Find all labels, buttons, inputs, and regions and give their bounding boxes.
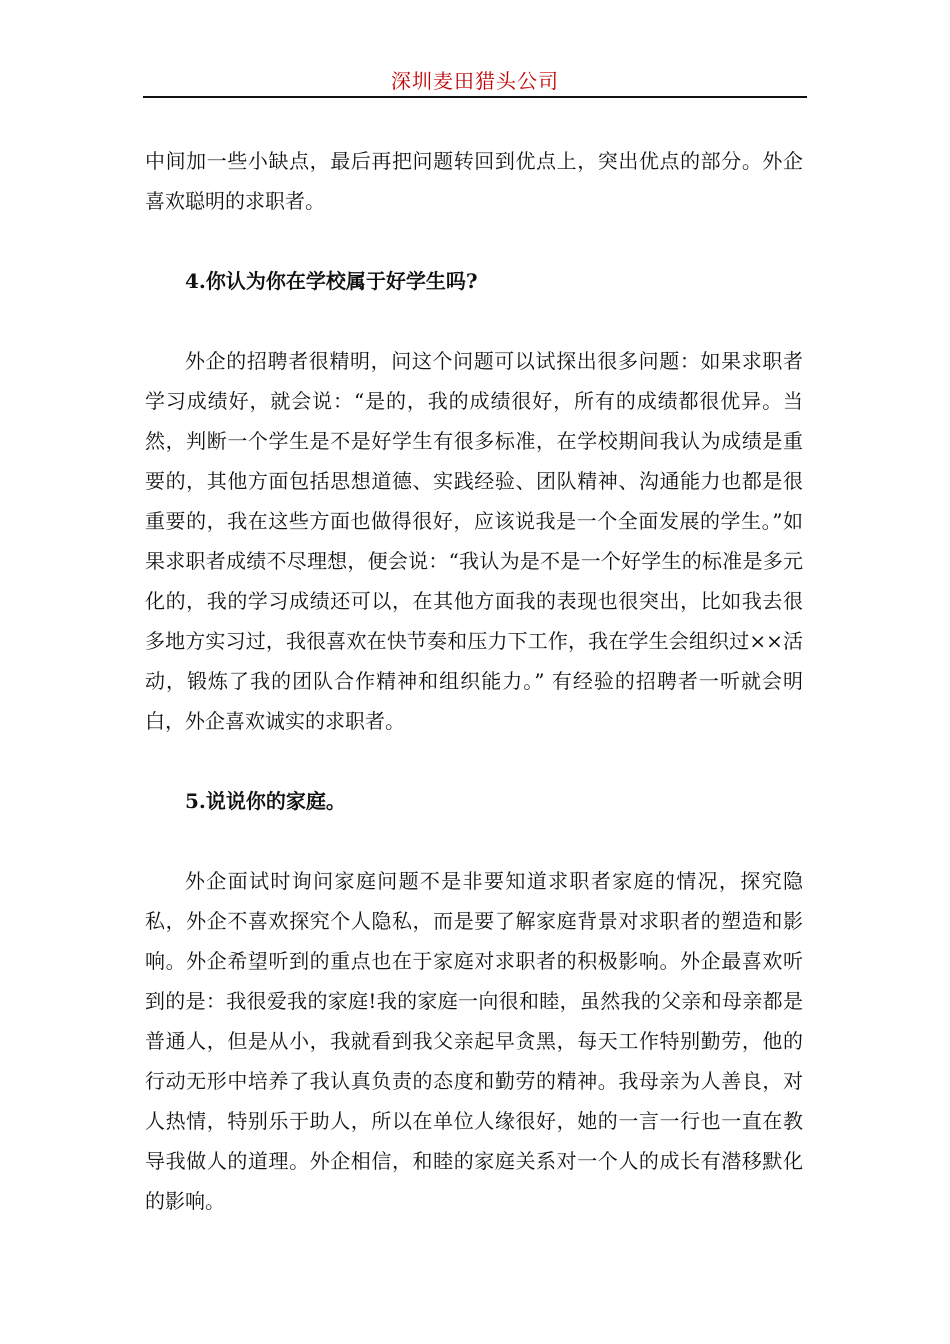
intro-continuation-paragraph: 中间加一些小缺点，最后再把问题转回到优点上，突出优点的部分。外企喜欢聪明的求职者。 — [145, 149, 803, 213]
question-5-heading: 5.说说你的家庭。 — [185, 789, 346, 813]
spacer — [145, 741, 803, 781]
question-4-heading: 4.你认为你在学校属于好学生吗? — [185, 269, 478, 293]
spacer — [145, 821, 803, 861]
page-header — [143, 66, 807, 98]
spacer — [145, 221, 803, 261]
question-5-paragraph: 外企面试时询问家庭问题不是非要知道求职者家庭的情况，探究隐私，外企不喜欢探究个人隐私，而是要了解家庭背景对求职者的塑造和影响。外企希望听到的重点也在于家庭对求职者的积极影响。外企最喜欢听到的是：我很爱我的家庭!我的家庭一向很和睦，虽然我的父亲和母亲都是普通人，但是从小，我就看到我父亲起早贪黑，每天工作特别勤劳，他的行动无形中培养了我认真负责的态度和勤劳的精神。我母亲为人善良，对人热情，特别乐于助人，所以在单位人缘很好，她的一言一行也一直在教导我做人的道理。外企相信，和睦的家庭关系对一个人的成长有潜移默化的影响。 — [145, 869, 803, 1213]
document-body — [145, 141, 803, 1221]
question-4-paragraph: 外企的招聘者很精明，问这个问题可以试探出很多问题：如果求职者学习成绩好，就会说：“是的，我的成绩很好，所有的成绩都很优异。当然，判断一个学生是不是好学生有很多标准，在学校期间我认为成绩是重要的，其他方面包括思想道德、实践经验、团队精神、沟通能力也都是很重要的，我在这些方面也做得很好，应该说我是一个全面发展的学生。”如果求职者成绩不尽理想，便会说：“我认为是不是一个好学生的标准是多元化的，我的学习成绩还可以，在其他方面我的表现也很突出，比如我去很多地方实习过，我很喜欢在快节奏和压力下工作，我在学生会组织过××活动，锻炼了我的团队合作精神和组织能力。” 有经验的招聘者一听就会明白，外企喜欢诚实的求职者。 — [145, 349, 803, 733]
spacer — [145, 301, 803, 341]
company-title: 深圳麦田猎头公司 — [391, 69, 559, 93]
